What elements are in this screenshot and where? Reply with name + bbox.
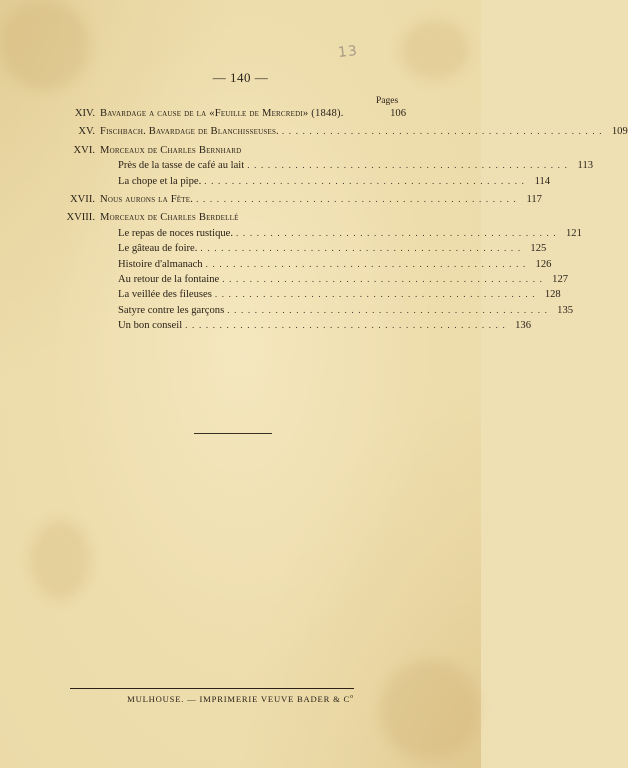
- toc-entry: [52, 106, 406, 121]
- toc-entry: [52, 318, 532, 333]
- pencil-annotation: 13: [337, 43, 359, 61]
- toc-page-number: 121: [566, 227, 582, 239]
- toc-title: La veillée des fileuses: [118, 289, 212, 301]
- toc-leader-dots: [200, 241, 521, 256]
- toc-leader-dots: [204, 174, 525, 189]
- toc-entry: [52, 272, 569, 287]
- toc-entry: [52, 226, 582, 241]
- paper-stain: [30, 520, 90, 600]
- toc-title: Satyre contre les garçons: [118, 304, 225, 316]
- page-number: — 140 —: [212, 70, 269, 85]
- toc-page-number: 109: [611, 126, 628, 138]
- toc-page-number: 113: [577, 160, 594, 172]
- toc-title: Près de la tasse de café au lait: [118, 160, 245, 172]
- toc-entry: [52, 158, 594, 173]
- pages-column-label: Pages: [376, 96, 399, 106]
- toc-page-number: 125: [530, 243, 547, 255]
- toc-entry: [52, 192, 542, 207]
- toc-entry: [52, 124, 628, 139]
- toc-numeral: XIV.: [74, 108, 95, 119]
- toc-entry: [52, 241, 547, 256]
- toc-leader-dots: [222, 272, 543, 287]
- footer-divider: [70, 688, 354, 689]
- toc-title: Le gâteau de foire.: [118, 243, 198, 255]
- table-of-contents: [52, 106, 628, 333]
- section-divider: [194, 433, 272, 434]
- toc-leader-dots: [185, 318, 506, 333]
- toc-leader-dots: [227, 303, 548, 318]
- toc-leader-dots: [236, 226, 557, 241]
- toc-page-number: 114: [534, 175, 551, 187]
- paper-stain: [380, 660, 480, 760]
- toc-page-number: 128: [544, 289, 561, 301]
- toc-leader-dots: [247, 158, 568, 173]
- toc-title: Au retour de la fontaine: [118, 273, 220, 285]
- toc-leader-dots: [196, 192, 517, 207]
- toc-page-number: 136: [515, 320, 532, 332]
- toc-entry: [52, 143, 406, 158]
- toc-title: Histoire d'almanach: [118, 258, 203, 270]
- toc-page-number: 106: [390, 108, 406, 119]
- toc-leader-dots: [282, 124, 603, 139]
- toc-leader-dots: [206, 257, 527, 272]
- toc-title: Fischbach. Bavardage de Blanchisseuses.: [100, 126, 279, 138]
- toc-title: Le repas de noces rustique.: [118, 227, 234, 239]
- toc-leader-dots: [215, 287, 536, 302]
- toc-numeral: XVII.: [69, 193, 95, 205]
- toc-numeral: XVIII.: [66, 212, 95, 224]
- imprint-superscript: o: [350, 694, 354, 701]
- toc-title: Morceaux de Charles Berdellé: [100, 212, 239, 224]
- toc-title: Morceaux de Charles Bernhard: [100, 144, 242, 156]
- imprint-text: MULHOUSE. — IMPRIMERIE VEUVE BADER & C: [127, 694, 351, 704]
- toc-title: Un bon conseil: [118, 320, 183, 332]
- toc-page-number: 127: [552, 273, 569, 285]
- toc-title: Nous aurons la Fête.: [100, 193, 194, 205]
- toc-title: La chope et la pipe.: [118, 175, 202, 187]
- toc-numeral: XVI.: [73, 144, 95, 156]
- toc-numeral: XV.: [78, 126, 95, 138]
- toc-page-number: 126: [535, 258, 552, 270]
- printer-imprint: [0, 694, 481, 704]
- toc-page-number: 117: [526, 193, 542, 205]
- toc-entry: [52, 210, 406, 225]
- toc-entry: [52, 303, 574, 318]
- toc-title: Bavardage a cause de la «Feuille de Mercredi» (1848).: [100, 108, 344, 119]
- toc-entry: [52, 174, 551, 189]
- toc-entry: [52, 287, 561, 302]
- toc-page-number: 135: [557, 304, 574, 316]
- toc-entry: [52, 257, 552, 272]
